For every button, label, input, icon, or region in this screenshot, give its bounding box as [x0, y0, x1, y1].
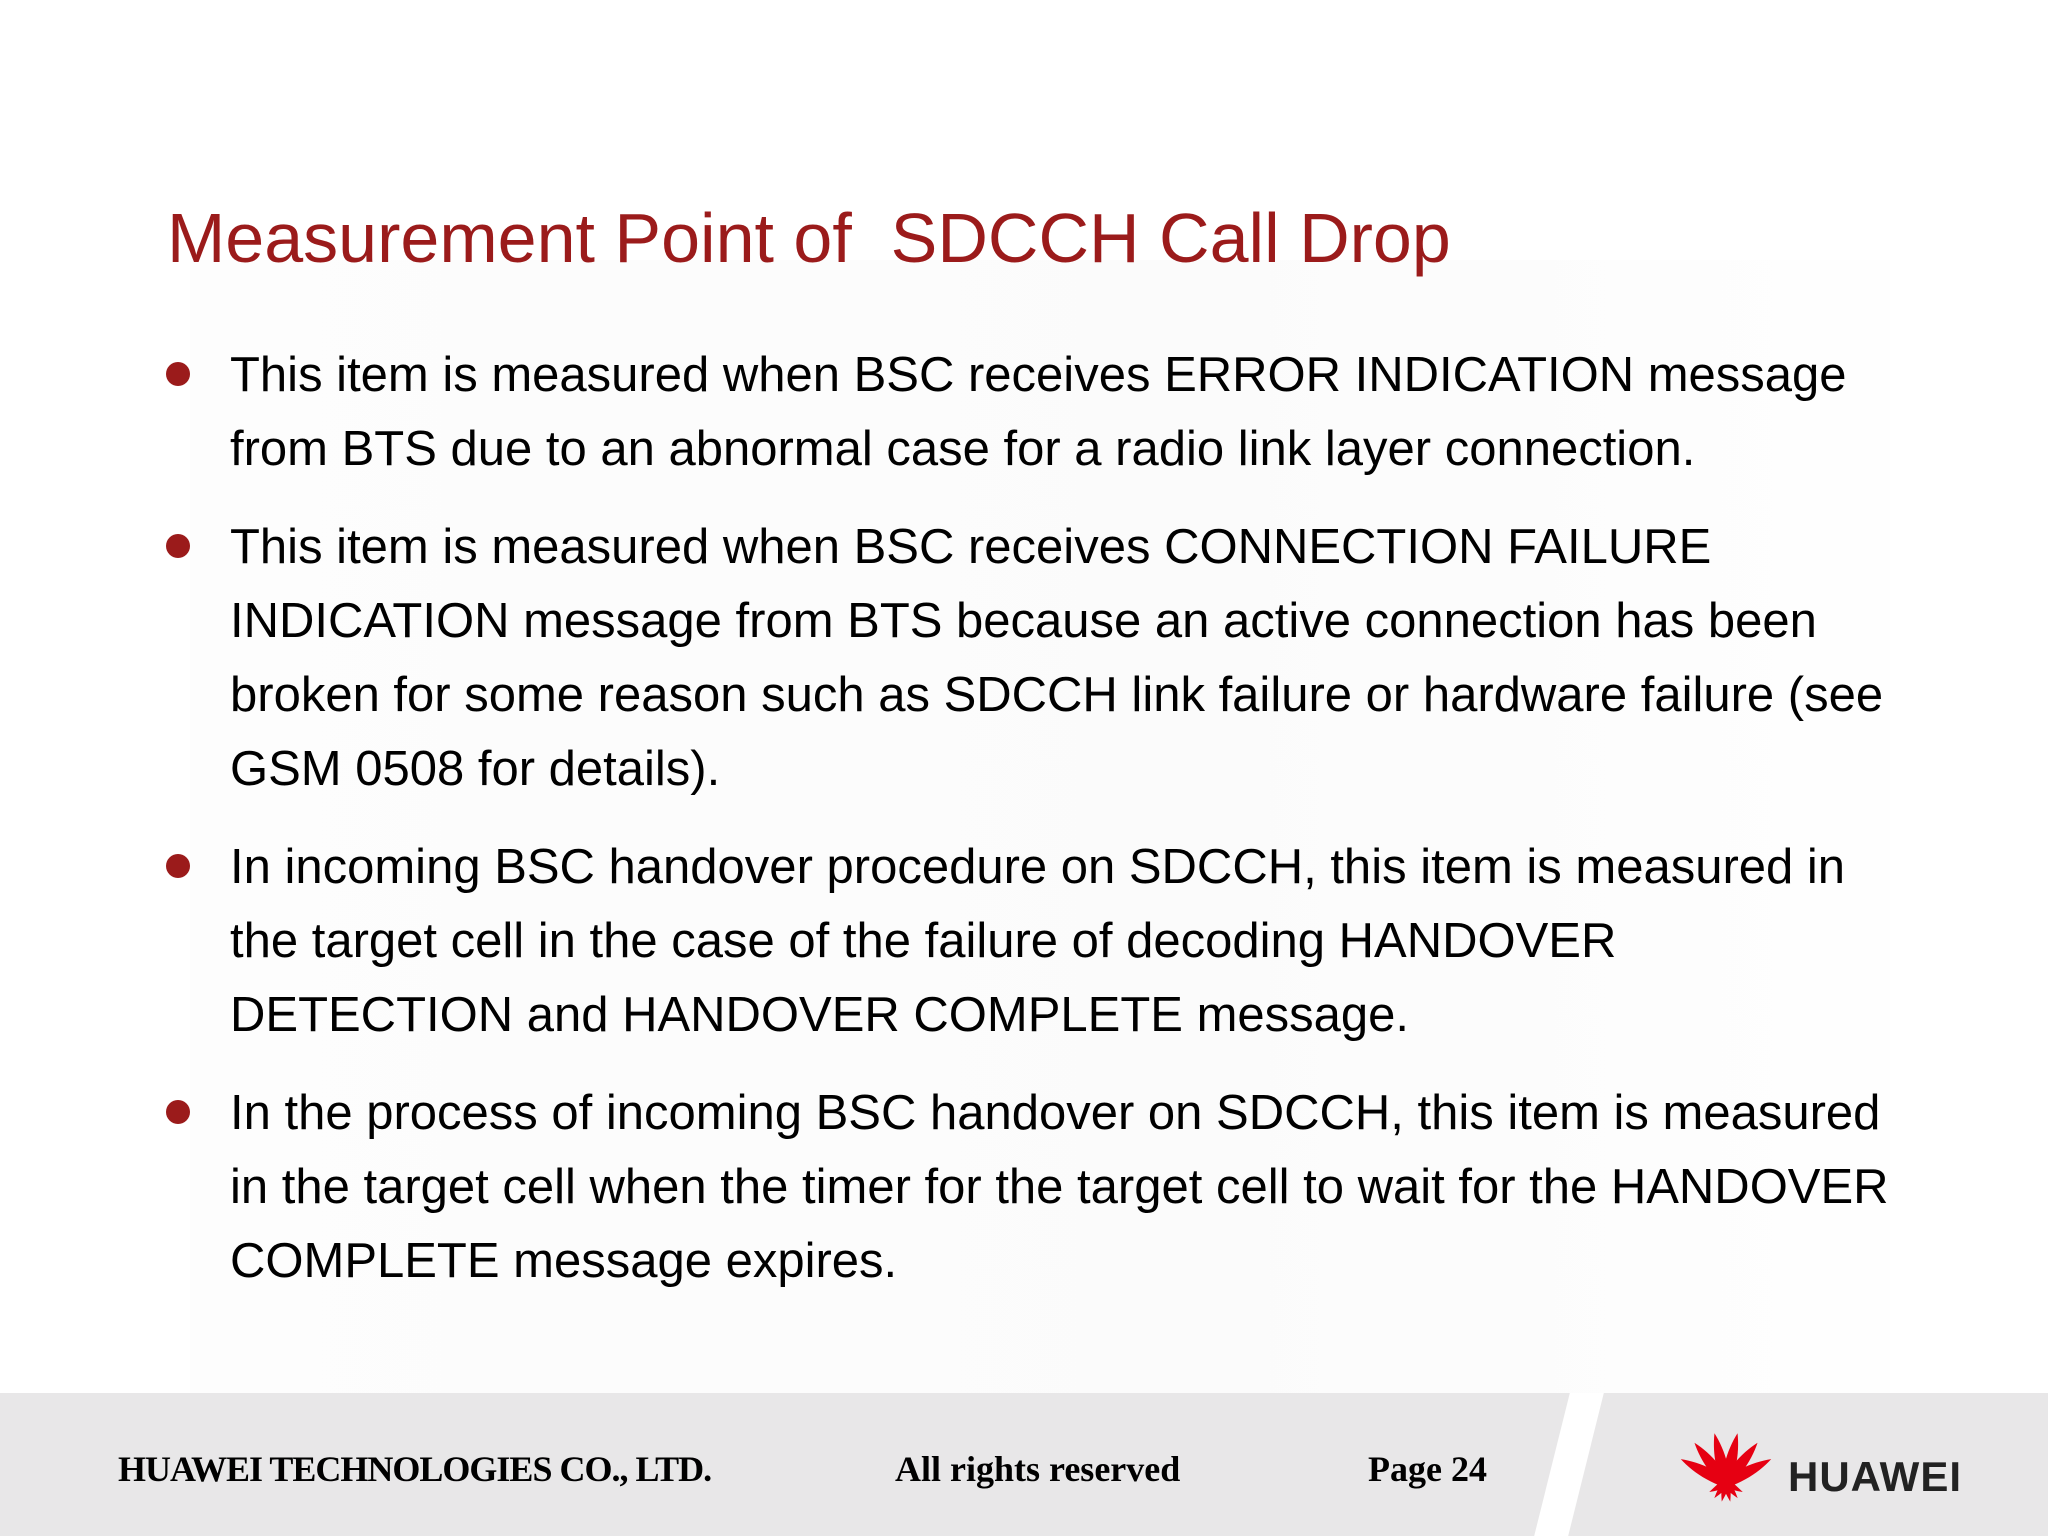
huawei-logo-icon [1678, 1430, 1774, 1504]
bullet-text: This item is measured when BSC receives CONNECTION FAILURE INDICATION message from BTS because an active connection has been broken for some reason such as SDCCH link failure or hardware failure (see GSM 0508 for details). [230, 520, 1884, 796]
bullet-dot-icon [166, 854, 190, 878]
footer-divider [1534, 1393, 1604, 1536]
footer-page-number: Page 24 [1368, 1449, 1487, 1489]
bullet-item [166, 510, 1906, 806]
bullet-text: In incoming BSC handover procedure on SDCCH, this item is measured in the target cell in the case of the failure of decoding HANDOVER DETECTION and HANDOVER COMPLETE message. [230, 840, 1846, 1042]
bullet-dot-icon [166, 362, 190, 386]
bullet-text: In the process of incoming BSC handover on SDCCH, this item is measured in the target cell when the timer for the target cell to wait for the HANDOVER COMPLETE message expires. [230, 1086, 1889, 1288]
footer-company: HUAWEI TECHNOLOGIES CO., LTD. [118, 1449, 712, 1489]
bullet-dot-icon [166, 1100, 190, 1124]
bullet-item [166, 830, 1906, 1052]
bullet-dot-icon [166, 534, 190, 558]
bullet-list [166, 338, 1906, 1322]
bullet-item [166, 338, 1906, 486]
huawei-logo-text: HUAWEI [1788, 1453, 1962, 1500]
slide-title: Measurement Point of SDCCH Call Drop [167, 199, 1451, 277]
bullet-text: This item is measured when BSC receives ERROR INDICATION message from BTS due to an abnormal case for a radio link layer connection. [230, 348, 1847, 476]
footer-rights: All rights reserved [895, 1449, 1181, 1489]
bullet-item [166, 1076, 1906, 1298]
